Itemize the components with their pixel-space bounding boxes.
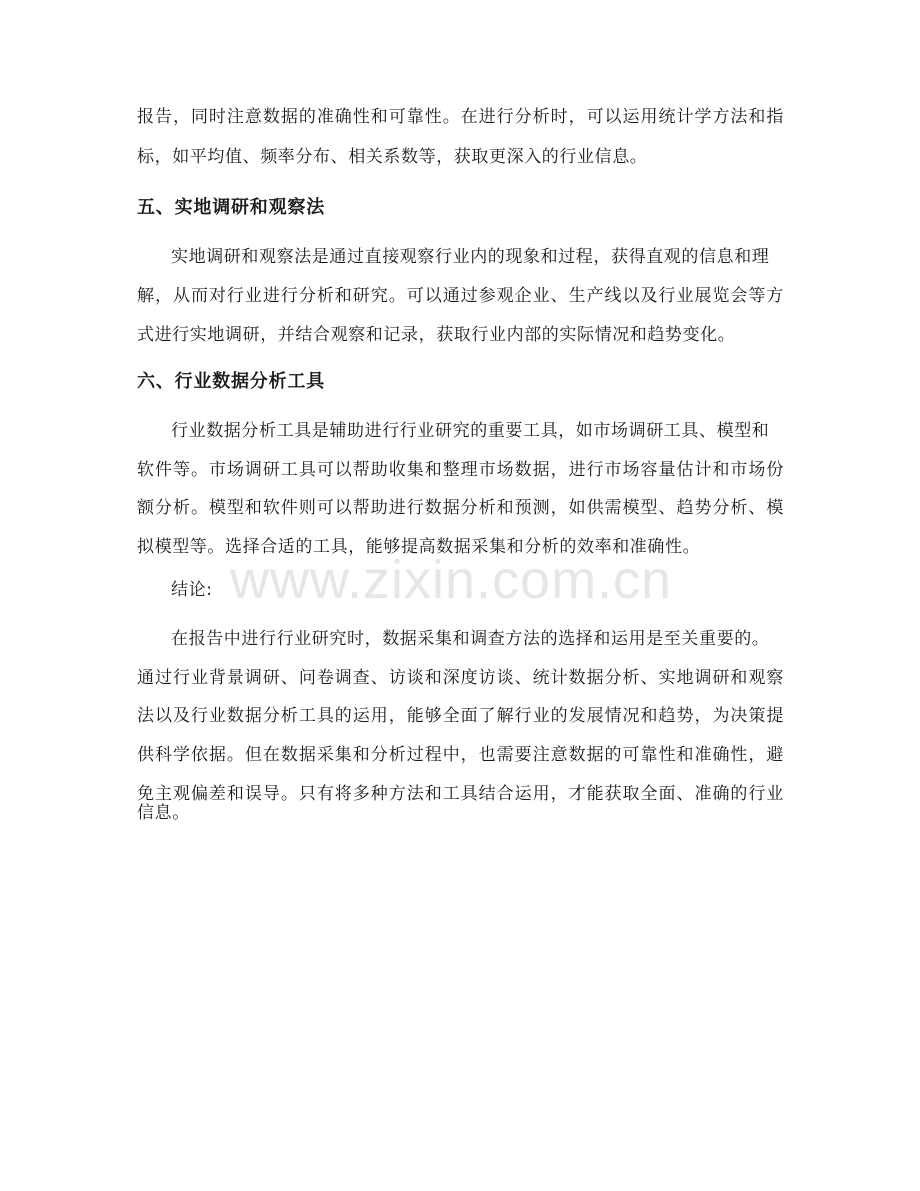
paragraph-line: 行业数据分析工具是辅助进行行业研究的重要工具，如市场调研工具、模型和 bbox=[171, 421, 770, 441]
paragraph-line: 在报告中进行行业研究时，数据采集和调查方法的选择和运用是至关重要的。 bbox=[171, 629, 770, 649]
paragraph-line: 软件等。市场调研工具可以帮助收集和整理市场数据，进行市场容量估计和市场份 bbox=[137, 460, 784, 480]
paragraph-line: 免主观偏差和误导。只有将多种方法和工具结合运用，才能获取全面、准确的行业 bbox=[137, 784, 784, 804]
paragraph-line: 式进行实地调研，并结合观察和记录，获取行业内部的实际情况和趋势变化。 bbox=[137, 325, 736, 345]
paragraph-line: 解，从而对行业进行分析和研究。可以通过参观企业、生产线以及行业展览会等方 bbox=[137, 286, 784, 306]
paragraph-line: 法以及行业数据分析工具的运用，能够全面了解行业的发展情况和趋势，为决策提 bbox=[137, 706, 784, 726]
watermark: www.zixin.com.cn bbox=[230, 550, 673, 610]
paragraph-line: 通过行业背景调研、问卷调查、访谈和深度访谈、统计数据分析、实地调研和观察 bbox=[137, 668, 784, 688]
section-heading: 六、行业数据分析工具 bbox=[137, 371, 325, 392]
paragraph-line: 额分析。模型和软件则可以帮助进行数据分析和预测，如供需模型、趋势分析、模 bbox=[137, 498, 784, 518]
conclusion-label: 结论: bbox=[171, 580, 213, 600]
paragraph-line: 供科学依据。但在数据采集和分析过程中，也需要注意数据的可靠性和准确性，避 bbox=[137, 745, 784, 765]
intro-line: 标，如平均值、频率分布、相关系数等，获取更深入的行业信息。 bbox=[137, 147, 648, 167]
section-heading: 五、实地调研和观察法 bbox=[137, 197, 325, 218]
paragraph-line: 信息。 bbox=[137, 803, 190, 823]
intro-line: 报告，同时注意数据的准确性和可靠性。在进行分析时，可以运用统计学方法和指 bbox=[137, 107, 784, 127]
paragraph-line: 拟模型等。选择合适的工具，能够提高数据采集和分析的效率和准确性。 bbox=[137, 537, 701, 557]
paragraph-line: 实地调研和观察法是通过直接观察行业内的现象和过程，获得直观的信息和理 bbox=[171, 247, 770, 267]
